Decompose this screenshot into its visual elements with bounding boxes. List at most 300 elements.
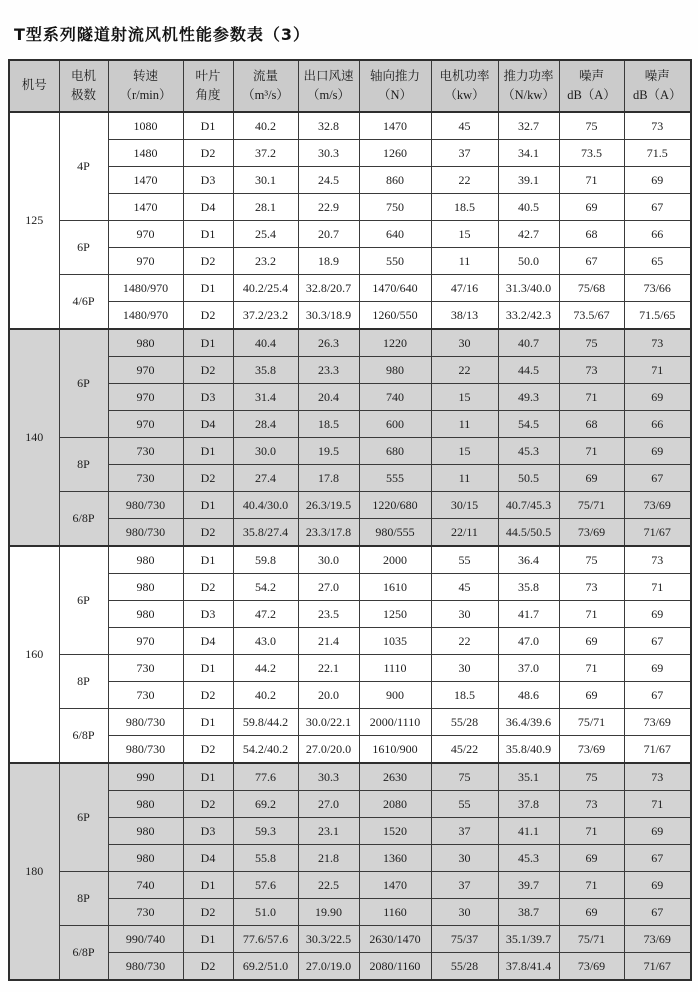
data-cell-motor-power: 45 bbox=[431, 574, 498, 601]
data-cell-thrust-power: 39.7 bbox=[498, 872, 559, 899]
data-cell-motor-power: 45 bbox=[431, 112, 498, 140]
data-cell-blade-angle: D2 bbox=[183, 140, 233, 167]
data-cell-noise-1: 75 bbox=[559, 546, 624, 574]
data-cell-flow: 51.0 bbox=[233, 899, 298, 926]
data-cell-noise-2: 73/66 bbox=[624, 275, 691, 302]
data-cell-thrust-power: 35.1/39.7 bbox=[498, 926, 559, 953]
data-cell-motor-power: 22 bbox=[431, 357, 498, 384]
data-cell-motor-power: 30/15 bbox=[431, 492, 498, 519]
data-cell-outlet-velocity: 32.8 bbox=[298, 112, 359, 140]
model-cell: 180 bbox=[9, 763, 59, 980]
data-cell-axial-thrust: 750 bbox=[359, 194, 431, 221]
data-cell-noise-1: 68 bbox=[559, 221, 624, 248]
data-cell-noise-2: 67 bbox=[624, 465, 691, 492]
data-cell-axial-thrust: 740 bbox=[359, 384, 431, 411]
col-header-line1: 噪声 bbox=[578, 68, 604, 83]
data-cell-thrust-power: 45.3 bbox=[498, 845, 559, 872]
data-cell-noise-1: 75/71 bbox=[559, 492, 624, 519]
data-cell-noise-1: 71 bbox=[559, 167, 624, 194]
col-header-speed bbox=[108, 60, 183, 112]
data-cell-outlet-velocity: 30.3/18.9 bbox=[298, 302, 359, 330]
fan-spec-table bbox=[8, 59, 692, 981]
data-cell-outlet-velocity: 30.0/22.1 bbox=[298, 709, 359, 736]
data-cell-noise-2: 67 bbox=[624, 899, 691, 926]
data-cell-noise-2: 67 bbox=[624, 845, 691, 872]
data-cell-outlet-velocity: 20.0 bbox=[298, 682, 359, 709]
data-cell-speed: 980/730 bbox=[108, 736, 183, 764]
data-cell-thrust-power: 35.8/40.9 bbox=[498, 736, 559, 764]
data-cell-blade-angle: D2 bbox=[183, 682, 233, 709]
data-cell-outlet-velocity: 26.3 bbox=[298, 329, 359, 357]
data-cell-thrust-power: 49.3 bbox=[498, 384, 559, 411]
data-cell-flow: 27.4 bbox=[233, 465, 298, 492]
data-cell-thrust-power: 47.0 bbox=[498, 628, 559, 655]
data-cell-blade-angle: D2 bbox=[183, 899, 233, 926]
data-cell-speed: 990/740 bbox=[108, 926, 183, 953]
data-cell-flow: 40.2 bbox=[233, 112, 298, 140]
data-cell-speed: 1470 bbox=[108, 194, 183, 221]
data-cell-axial-thrust: 2080 bbox=[359, 791, 431, 818]
data-cell-noise-1: 71 bbox=[559, 384, 624, 411]
data-cell-blade-angle: D4 bbox=[183, 845, 233, 872]
data-cell-axial-thrust: 1360 bbox=[359, 845, 431, 872]
data-cell-speed: 980 bbox=[108, 818, 183, 845]
data-cell-motor-power: 15 bbox=[431, 384, 498, 411]
data-cell-thrust-power: 37.8/41.4 bbox=[498, 953, 559, 981]
page-title: T型系列隧道射流风机性能参数表（3） bbox=[14, 25, 311, 44]
col-header-line2: dB（A） bbox=[632, 88, 682, 102]
table-row bbox=[9, 140, 691, 167]
data-cell-speed: 990 bbox=[108, 763, 183, 791]
data-cell-axial-thrust: 860 bbox=[359, 167, 431, 194]
table-row bbox=[9, 221, 691, 248]
data-cell-axial-thrust: 1610/900 bbox=[359, 736, 431, 764]
data-cell-noise-1: 73.5/67 bbox=[559, 302, 624, 330]
data-cell-blade-angle: D2 bbox=[183, 302, 233, 330]
table-row bbox=[9, 655, 691, 682]
col-header-noise-1 bbox=[559, 60, 624, 112]
data-cell-noise-1: 73/69 bbox=[559, 953, 624, 981]
col-header-line1: 电机 bbox=[70, 68, 96, 83]
data-cell-noise-2: 73 bbox=[624, 763, 691, 791]
data-cell-outlet-velocity: 17.8 bbox=[298, 465, 359, 492]
col-header-axial-thrust bbox=[359, 60, 431, 112]
data-cell-axial-thrust: 555 bbox=[359, 465, 431, 492]
data-cell-flow: 69.2 bbox=[233, 791, 298, 818]
data-cell-noise-2: 73 bbox=[624, 546, 691, 574]
data-cell-outlet-velocity: 20.4 bbox=[298, 384, 359, 411]
data-cell-thrust-power: 48.6 bbox=[498, 682, 559, 709]
data-cell-flow: 77.6/57.6 bbox=[233, 926, 298, 953]
table-row bbox=[9, 302, 691, 330]
data-cell-motor-power: 45/22 bbox=[431, 736, 498, 764]
data-cell-motor-power: 37 bbox=[431, 818, 498, 845]
data-cell-speed: 980 bbox=[108, 601, 183, 628]
col-header-line1: 电机功率 bbox=[439, 68, 490, 83]
data-cell-outlet-velocity: 21.4 bbox=[298, 628, 359, 655]
data-cell-motor-power: 37 bbox=[431, 140, 498, 167]
data-cell-blade-angle: D1 bbox=[183, 655, 233, 682]
data-cell-thrust-power: 37.8 bbox=[498, 791, 559, 818]
table-row bbox=[9, 357, 691, 384]
data-cell-outlet-velocity: 27.0 bbox=[298, 574, 359, 601]
data-cell-noise-1: 75/71 bbox=[559, 926, 624, 953]
poles-cell: 6P bbox=[59, 221, 108, 275]
col-header-line2: （N） bbox=[377, 88, 413, 102]
table-header bbox=[9, 60, 691, 112]
data-cell-noise-2: 73 bbox=[624, 112, 691, 140]
poles-cell: 4/6P bbox=[59, 275, 108, 330]
col-header-noise-2 bbox=[624, 60, 691, 112]
data-cell-axial-thrust: 550 bbox=[359, 248, 431, 275]
data-cell-speed: 980/730 bbox=[108, 953, 183, 981]
data-cell-outlet-velocity: 23.3/17.8 bbox=[298, 519, 359, 547]
data-cell-outlet-velocity: 20.7 bbox=[298, 221, 359, 248]
table-row bbox=[9, 709, 691, 736]
data-cell-flow: 30.0 bbox=[233, 438, 298, 465]
data-cell-noise-1: 71 bbox=[559, 818, 624, 845]
col-header-line2: （m/s） bbox=[306, 88, 351, 102]
data-cell-thrust-power: 35.1 bbox=[498, 763, 559, 791]
poles-cell: 6P bbox=[59, 763, 108, 872]
data-cell-axial-thrust: 1250 bbox=[359, 601, 431, 628]
col-header-line1: 轴向推力 bbox=[369, 68, 420, 83]
col-header-line2: 角度 bbox=[195, 88, 221, 102]
data-cell-outlet-velocity: 22.5 bbox=[298, 872, 359, 899]
data-cell-blade-angle: D3 bbox=[183, 167, 233, 194]
data-cell-motor-power: 30 bbox=[431, 601, 498, 628]
data-cell-motor-power: 55 bbox=[431, 791, 498, 818]
data-cell-noise-1: 71 bbox=[559, 438, 624, 465]
col-header-line2: （m³/s） bbox=[242, 88, 289, 102]
table-row bbox=[9, 763, 691, 791]
data-cell-flow: 57.6 bbox=[233, 872, 298, 899]
data-cell-axial-thrust: 2000 bbox=[359, 546, 431, 574]
data-cell-axial-thrust: 1470 bbox=[359, 112, 431, 140]
data-cell-flow: 40.4/30.0 bbox=[233, 492, 298, 519]
data-cell-speed: 740 bbox=[108, 872, 183, 899]
data-cell-noise-1: 69 bbox=[559, 845, 624, 872]
data-cell-outlet-velocity: 23.1 bbox=[298, 818, 359, 845]
poles-cell: 6P bbox=[59, 546, 108, 655]
poles-cell: 6/8P bbox=[59, 709, 108, 764]
data-cell-thrust-power: 35.8 bbox=[498, 574, 559, 601]
data-cell-noise-1: 73 bbox=[559, 357, 624, 384]
poles-cell: 6P bbox=[59, 329, 108, 438]
model-cell: 160 bbox=[9, 546, 59, 763]
model-cell: 140 bbox=[9, 329, 59, 546]
data-cell-motor-power: 30 bbox=[431, 899, 498, 926]
data-cell-axial-thrust: 1470/640 bbox=[359, 275, 431, 302]
data-cell-noise-2: 69 bbox=[624, 438, 691, 465]
data-cell-noise-2: 69 bbox=[624, 818, 691, 845]
data-cell-speed: 970 bbox=[108, 411, 183, 438]
data-cell-axial-thrust: 2630 bbox=[359, 763, 431, 791]
table-row bbox=[9, 791, 691, 818]
data-cell-speed: 970 bbox=[108, 221, 183, 248]
data-cell-outlet-velocity: 27.0/19.0 bbox=[298, 953, 359, 981]
data-cell-blade-angle: D1 bbox=[183, 112, 233, 140]
data-cell-axial-thrust: 900 bbox=[359, 682, 431, 709]
poles-cell: 8P bbox=[59, 438, 108, 492]
poles-cell: 8P bbox=[59, 655, 108, 709]
data-cell-outlet-velocity: 30.3/22.5 bbox=[298, 926, 359, 953]
data-cell-noise-1: 68 bbox=[559, 411, 624, 438]
data-cell-speed: 1470 bbox=[108, 167, 183, 194]
data-cell-outlet-velocity: 24.5 bbox=[298, 167, 359, 194]
data-cell-noise-2: 67 bbox=[624, 628, 691, 655]
data-cell-thrust-power: 44.5/50.5 bbox=[498, 519, 559, 547]
data-cell-noise-1: 69 bbox=[559, 465, 624, 492]
data-cell-motor-power: 18.5 bbox=[431, 194, 498, 221]
data-cell-noise-2: 66 bbox=[624, 411, 691, 438]
data-cell-flow: 37.2 bbox=[233, 140, 298, 167]
data-cell-blade-angle: D4 bbox=[183, 411, 233, 438]
data-cell-speed: 730 bbox=[108, 899, 183, 926]
data-cell-thrust-power: 32.7 bbox=[498, 112, 559, 140]
data-cell-thrust-power: 36.4/39.6 bbox=[498, 709, 559, 736]
data-cell-outlet-velocity: 27.0/20.0 bbox=[298, 736, 359, 764]
data-cell-motor-power: 37 bbox=[431, 872, 498, 899]
data-cell-outlet-velocity: 18.9 bbox=[298, 248, 359, 275]
col-header-line1: 机号 bbox=[21, 78, 47, 93]
data-cell-noise-1: 71 bbox=[559, 601, 624, 628]
data-cell-motor-power: 15 bbox=[431, 438, 498, 465]
data-cell-blade-angle: D4 bbox=[183, 194, 233, 221]
data-cell-noise-1: 67 bbox=[559, 248, 624, 275]
data-cell-flow: 28.4 bbox=[233, 411, 298, 438]
data-cell-axial-thrust: 600 bbox=[359, 411, 431, 438]
table-row bbox=[9, 519, 691, 547]
col-header-line1: 推力功率 bbox=[503, 68, 554, 83]
data-cell-noise-1: 73.5 bbox=[559, 140, 624, 167]
data-cell-noise-1: 69 bbox=[559, 628, 624, 655]
data-cell-axial-thrust: 980 bbox=[359, 357, 431, 384]
data-cell-motor-power: 75 bbox=[431, 763, 498, 791]
data-cell-speed: 970 bbox=[108, 384, 183, 411]
data-cell-outlet-velocity: 21.8 bbox=[298, 845, 359, 872]
data-cell-noise-2: 73/69 bbox=[624, 492, 691, 519]
data-cell-motor-power: 11 bbox=[431, 248, 498, 275]
data-cell-flow: 40.2 bbox=[233, 682, 298, 709]
data-cell-thrust-power: 54.5 bbox=[498, 411, 559, 438]
data-cell-noise-2: 71 bbox=[624, 357, 691, 384]
data-cell-noise-1: 75 bbox=[559, 112, 624, 140]
data-cell-flow: 31.4 bbox=[233, 384, 298, 411]
data-cell-axial-thrust: 680 bbox=[359, 438, 431, 465]
data-cell-speed: 970 bbox=[108, 248, 183, 275]
data-cell-motor-power: 15 bbox=[431, 221, 498, 248]
data-cell-axial-thrust: 1220/680 bbox=[359, 492, 431, 519]
col-header-line1: 流量 bbox=[252, 68, 278, 83]
data-cell-outlet-velocity: 26.3/19.5 bbox=[298, 492, 359, 519]
data-cell-thrust-power: 45.3 bbox=[498, 438, 559, 465]
col-header-poles bbox=[59, 60, 108, 112]
data-cell-speed: 980/730 bbox=[108, 519, 183, 547]
data-cell-noise-1: 75 bbox=[559, 763, 624, 791]
data-cell-blade-angle: D2 bbox=[183, 519, 233, 547]
table-row bbox=[9, 546, 691, 574]
data-cell-outlet-velocity: 30.0 bbox=[298, 546, 359, 574]
data-cell-flow: 55.8 bbox=[233, 845, 298, 872]
data-cell-speed: 730 bbox=[108, 465, 183, 492]
data-cell-motor-power: 55 bbox=[431, 546, 498, 574]
col-header-outlet-velocity bbox=[298, 60, 359, 112]
col-header-line1: 出口风速 bbox=[303, 68, 354, 83]
data-cell-axial-thrust: 2000/1110 bbox=[359, 709, 431, 736]
data-cell-flow: 59.3 bbox=[233, 818, 298, 845]
col-header-line2: （kw） bbox=[444, 88, 485, 102]
data-cell-outlet-velocity: 32.8/20.7 bbox=[298, 275, 359, 302]
col-header-line1: 噪声 bbox=[644, 68, 670, 83]
data-cell-axial-thrust: 1470 bbox=[359, 872, 431, 899]
data-cell-noise-2: 69 bbox=[624, 872, 691, 899]
data-cell-speed: 980 bbox=[108, 574, 183, 601]
data-cell-flow: 37.2/23.2 bbox=[233, 302, 298, 330]
data-cell-thrust-power: 40.5 bbox=[498, 194, 559, 221]
table-row bbox=[9, 329, 691, 357]
data-cell-axial-thrust: 1520 bbox=[359, 818, 431, 845]
data-cell-axial-thrust: 1035 bbox=[359, 628, 431, 655]
data-cell-outlet-velocity: 30.3 bbox=[298, 140, 359, 167]
data-cell-blade-angle: D1 bbox=[183, 329, 233, 357]
data-cell-noise-2: 73 bbox=[624, 329, 691, 357]
data-cell-speed: 1480/970 bbox=[108, 275, 183, 302]
data-cell-speed: 730 bbox=[108, 655, 183, 682]
data-cell-blade-angle: D1 bbox=[183, 438, 233, 465]
table-row bbox=[9, 275, 691, 302]
data-cell-blade-angle: D2 bbox=[183, 357, 233, 384]
data-cell-thrust-power: 40.7 bbox=[498, 329, 559, 357]
data-cell-flow: 54.2/40.2 bbox=[233, 736, 298, 764]
table-row bbox=[9, 194, 691, 221]
table-row bbox=[9, 899, 691, 926]
data-cell-motor-power: 11 bbox=[431, 411, 498, 438]
data-cell-flow: 47.2 bbox=[233, 601, 298, 628]
data-cell-noise-1: 71 bbox=[559, 655, 624, 682]
data-cell-speed: 980 bbox=[108, 329, 183, 357]
data-cell-thrust-power: 42.7 bbox=[498, 221, 559, 248]
data-cell-flow: 43.0 bbox=[233, 628, 298, 655]
data-cell-blade-angle: D4 bbox=[183, 628, 233, 655]
data-cell-motor-power: 22/11 bbox=[431, 519, 498, 547]
data-cell-motor-power: 47/16 bbox=[431, 275, 498, 302]
data-cell-blade-angle: D2 bbox=[183, 953, 233, 981]
col-header-blade-angle bbox=[183, 60, 233, 112]
data-cell-blade-angle: D2 bbox=[183, 791, 233, 818]
data-cell-blade-angle: D2 bbox=[183, 248, 233, 275]
data-cell-noise-2: 71.5 bbox=[624, 140, 691, 167]
data-cell-blade-angle: D3 bbox=[183, 601, 233, 628]
data-cell-flow: 69.2/51.0 bbox=[233, 953, 298, 981]
data-cell-blade-angle: D1 bbox=[183, 221, 233, 248]
data-cell-thrust-power: 41.1 bbox=[498, 818, 559, 845]
data-cell-motor-power: 30 bbox=[431, 329, 498, 357]
data-cell-blade-angle: D3 bbox=[183, 384, 233, 411]
data-cell-blade-angle: D2 bbox=[183, 465, 233, 492]
data-cell-axial-thrust: 1160 bbox=[359, 899, 431, 926]
table-row bbox=[9, 845, 691, 872]
data-cell-blade-angle: D2 bbox=[183, 574, 233, 601]
data-cell-outlet-velocity: 22.9 bbox=[298, 194, 359, 221]
data-cell-blade-angle: D1 bbox=[183, 763, 233, 791]
data-cell-thrust-power: 39.1 bbox=[498, 167, 559, 194]
table-row bbox=[9, 411, 691, 438]
header-row bbox=[9, 60, 691, 112]
table-row bbox=[9, 438, 691, 465]
poles-cell: 6/8P bbox=[59, 926, 108, 981]
data-cell-blade-angle: D1 bbox=[183, 709, 233, 736]
col-header-motor-power bbox=[431, 60, 498, 112]
data-cell-noise-2: 71 bbox=[624, 791, 691, 818]
data-cell-noise-2: 71/67 bbox=[624, 736, 691, 764]
data-cell-blade-angle: D1 bbox=[183, 872, 233, 899]
table-row bbox=[9, 628, 691, 655]
data-cell-flow: 40.2/25.4 bbox=[233, 275, 298, 302]
data-cell-noise-2: 67 bbox=[624, 194, 691, 221]
col-header-line2: （N/kw） bbox=[502, 88, 555, 102]
data-cell-thrust-power: 36.4 bbox=[498, 546, 559, 574]
data-cell-noise-2: 71/67 bbox=[624, 953, 691, 981]
data-cell-flow: 77.6 bbox=[233, 763, 298, 791]
data-cell-thrust-power: 33.2/42.3 bbox=[498, 302, 559, 330]
data-cell-noise-2: 73/69 bbox=[624, 926, 691, 953]
table-row bbox=[9, 492, 691, 519]
data-cell-blade-angle: D1 bbox=[183, 926, 233, 953]
data-cell-noise-2: 66 bbox=[624, 221, 691, 248]
data-cell-speed: 730 bbox=[108, 438, 183, 465]
data-cell-thrust-power: 40.7/45.3 bbox=[498, 492, 559, 519]
data-cell-noise-1: 73/69 bbox=[559, 736, 624, 764]
table-row bbox=[9, 953, 691, 981]
data-cell-noise-1: 75/68 bbox=[559, 275, 624, 302]
data-cell-blade-angle: D3 bbox=[183, 818, 233, 845]
data-cell-outlet-velocity: 27.0 bbox=[298, 791, 359, 818]
data-cell-noise-1: 69 bbox=[559, 899, 624, 926]
col-header-line2: dB（A） bbox=[567, 88, 616, 102]
data-cell-axial-thrust: 640 bbox=[359, 221, 431, 248]
data-cell-noise-2: 65 bbox=[624, 248, 691, 275]
data-cell-motor-power: 38/13 bbox=[431, 302, 498, 330]
data-cell-speed: 980 bbox=[108, 845, 183, 872]
data-cell-motor-power: 30 bbox=[431, 655, 498, 682]
col-header-model bbox=[9, 60, 59, 112]
data-cell-outlet-velocity: 19.5 bbox=[298, 438, 359, 465]
data-cell-motor-power: 55/28 bbox=[431, 709, 498, 736]
data-cell-noise-2: 67 bbox=[624, 682, 691, 709]
col-header-line2: 极数 bbox=[70, 88, 96, 102]
data-cell-axial-thrust: 980/555 bbox=[359, 519, 431, 547]
data-cell-motor-power: 18.5 bbox=[431, 682, 498, 709]
data-cell-noise-1: 71 bbox=[559, 872, 624, 899]
data-cell-flow: 30.1 bbox=[233, 167, 298, 194]
data-cell-noise-2: 69 bbox=[624, 601, 691, 628]
table-row bbox=[9, 465, 691, 492]
data-cell-thrust-power: 50.5 bbox=[498, 465, 559, 492]
data-cell-noise-2: 73/69 bbox=[624, 709, 691, 736]
table-row bbox=[9, 601, 691, 628]
data-cell-flow: 54.2 bbox=[233, 574, 298, 601]
data-cell-outlet-velocity: 22.1 bbox=[298, 655, 359, 682]
poles-cell: 8P bbox=[59, 872, 108, 926]
data-cell-speed: 1080 bbox=[108, 112, 183, 140]
data-cell-noise-2: 69 bbox=[624, 655, 691, 682]
data-cell-speed: 980/730 bbox=[108, 709, 183, 736]
data-cell-noise-1: 75 bbox=[559, 329, 624, 357]
data-cell-noise-1: 75/71 bbox=[559, 709, 624, 736]
data-cell-noise-1: 73 bbox=[559, 574, 624, 601]
data-cell-outlet-velocity: 19.90 bbox=[298, 899, 359, 926]
